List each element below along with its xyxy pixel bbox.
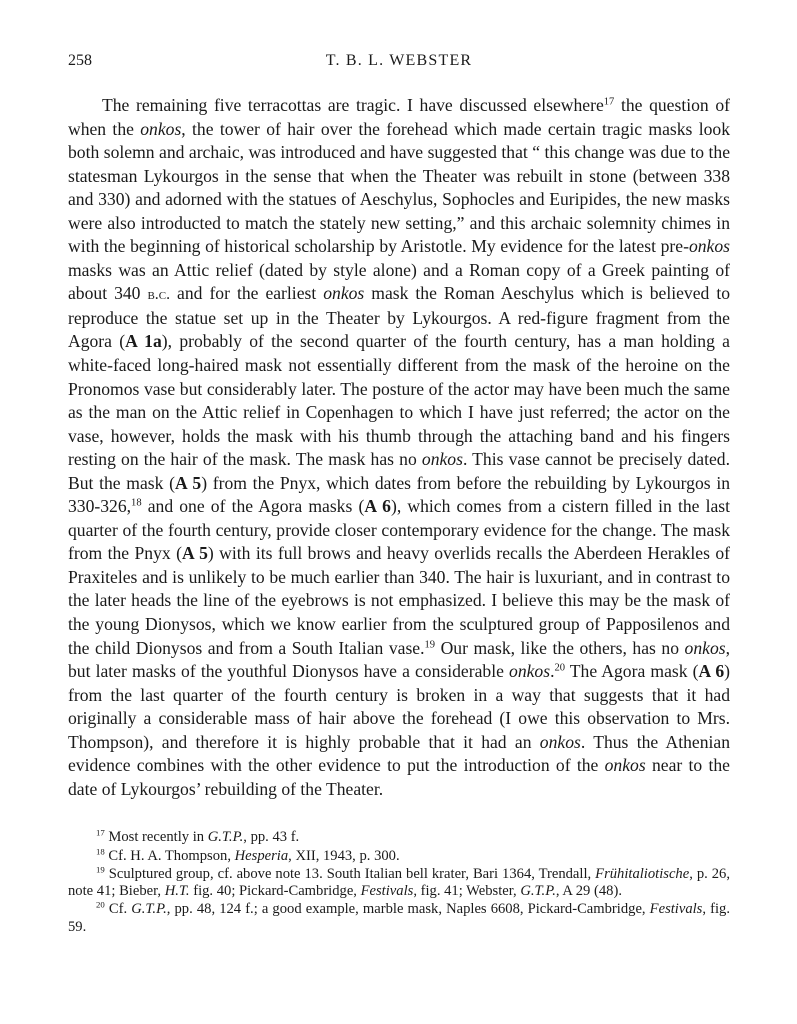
catalog-ref-a5: A 5 [175,472,202,493]
catalog-ref-a1a: A 1a [125,331,162,352]
catalog-ref-a6: A 6 [364,496,391,517]
page-header [68,52,730,80]
footnote-ref-19[interactable]: 19 [424,639,436,651]
footnote-20: $^{20}$ Cf. G.T.P., pp. 48, 124 f.; a good example, marble mask, Naples 6608, Pickard-Cambridge, Festivals, fig. 59. [68,899,730,935]
document-page [68,52,730,937]
footnote-17: $^{17}$ Most recently in G.T.P., pp. 43 f. [96,827,300,846]
footnote-18: $^{18}$ Cf. H. A. Thompson, Hesperia, XII, 1943, p. 300. [96,846,400,864]
running-head: T. B. L. WEBSTER [325,52,473,69]
page-number: 258 [68,52,92,69]
footnote-ref-17[interactable]: 17 [603,96,615,108]
footnote-ref-20[interactable]: 20 [554,662,566,674]
footnotes [68,829,730,936]
footnote-ref-18[interactable]: 18 [131,497,142,509]
footnote-19: $^{19}$ Sculptured group, cf. above note 13. South Italian bell krater, Bari 1364, Trendall, Frühitaliotische, p. 26, note 41; Bieber, H.T. fig. 40; Pickard-Cambridge, Festivals, fig. 41; Webster, G.T.P., A 29 (48). [68,864,730,900]
body-paragraph: The remaining five terracottas are tragic. I have discussed elsewhere$^{17}$ the question of when the onkos, the tower of hair over the forehead which made certain tragic masks look both solemn and archaic, was introduced and have suggested that “ this change was due to the statesman Lykourgos in the sense that when the Theater was rebuilt in stone (between 338 and 330) and adorned with the statues of Aeschylus, Sophocles and Euripides, the new masks were also introducted to match the stately new setting,” and this archaic solemnity chimes in with the beginning of historical scholarship by Aristotle. My evidence for the latest pre-onkos masks was an Attic relief (dated by style alone) and a Roman copy of a Greek painting of about 340 b.c. and for the earliest onkos mask the Roman Aeschylus which is believed to reproduce the statue set up in the Theater by Lykourgos. A red-figure fragment from the Agora (A 1a), probably of the second quarter of the fourth century, has a man holding a white-faced long-haired mask not essentially different from the mask of the heroine on the Pronomos vase but considerably later. The posture of the actor may have been much the same as the man on the Attic relief in Copenhagen to which I have just referred; the actor on the vase, however, holds the mask with his thumb through the attaching band and his fingers resting on the hair of the mask. The mask has no onkos. This vase cannot be precisely dated. But the mask (A 5) from the Pnyx, which dates from before the rebuilding by Lykourgos in 330-326,18 and one of the Agora masks (A 6), which comes from a cistern filled in the last quarter of the fourth century, provide closer contemporary evidence for the change. The mask from the Pnyx (A 5) with its full brows and heavy overlids recalls the Aberdeen Herakles of Praxiteles and is unlikely to be much earlier than 340. The hair is luxuriant, and in contrast to the later heads the line of the eyebrows is not emphasized. I believe this may be the mask of the young Dionysos, which we know earlier from the sculptured group of Papposilenos and the child Dionysos and from a South Italian vase.$^{19}$ Our mask, like the others, has no onkos, but later masks of the youthful Dionysos have a considerable onkos.$^{20}$ The Agora mask (A 6) from the last quarter of the fourth century is broken in a way that suggests that it had originally a considerable mass of hair above the forehead (I owe this observation to Mrs. Thompson), and therefore it is highly probable that it had an onkos. Thus the Athenian evidence combines with the other evidence to put the introduction of the onkos near to the date of Lykourgos’ rebuilding of the Theater. [68,95,731,799]
